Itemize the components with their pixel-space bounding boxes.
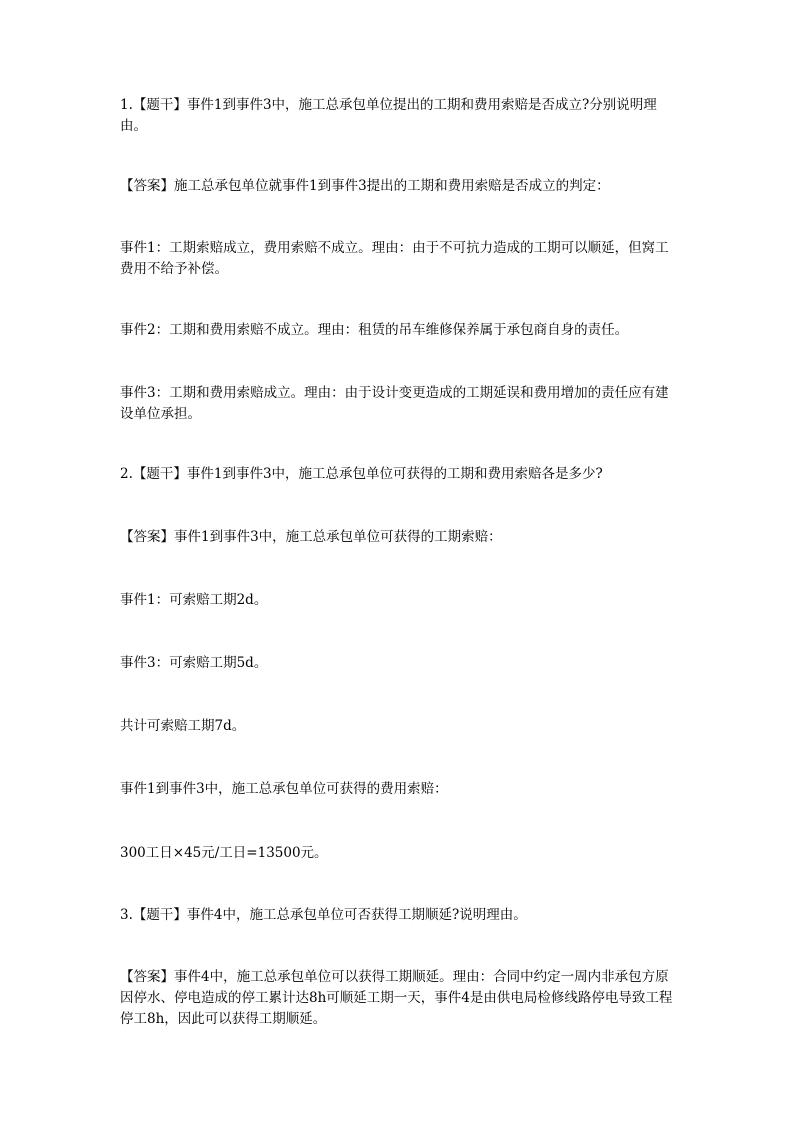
answer-2-event-1: 事件1：可索赔工期2d。 bbox=[120, 592, 268, 608]
answer-2-cost-intro: 事件1到事件3中，施工总承包单位可获得的费用索赔： bbox=[120, 781, 448, 797]
answer-2-intro: 【答案】事件1到事件3中，施工总承包单位可获得的工期索赔： bbox=[120, 529, 502, 545]
answer-1-intro: 【答案】施工总承包单位就事件1到事件3提出的工期和费用索赔是否成立的判定： bbox=[120, 178, 610, 194]
answer-3: 【答案】事件4中，施工总承包单位可以获得工期顺延。理由：合同中约定一周内非承包方原因停水、停电造成的停工累计达8h可顺延工期一天，事件4是由供电局检修线路停电导致工程停工8h，因此可以获得工期顺延。 bbox=[120, 969, 673, 1027]
answer-2-total-days: 共计可索赔工期7d。 bbox=[120, 718, 246, 734]
question-1-stem: 1.【题干】事件1到事件3中，施工总承包单位提出的工期和费用索赔是否成立?分别说明理由。 bbox=[120, 97, 657, 134]
answer-2-event-3: 事件3：可索赔工期5d。 bbox=[120, 655, 268, 671]
question-3-stem: 3.【题干】事件4中，施工总承包单位可否获得工期顺延?说明理由。 bbox=[120, 907, 527, 923]
answer-1-event-2: 事件2：工期和费用索赔不成立。理由：租赁的吊车维修保养属于承包商自身的责任。 bbox=[120, 322, 629, 338]
answer-1-event-3: 事件3：工期和费用索赔成立。理由：由于设计变更造成的工期延误和费用增加的责任应有建设单位承担。 bbox=[120, 385, 669, 422]
question-2-stem: 2.【题干】事件1到事件3中，施工总承包单位可获得的工期和费用索赔各是多少? bbox=[120, 466, 603, 482]
answer-2-cost-calc: 300工日×45元/工日=13500元。 bbox=[120, 845, 328, 861]
answer-1-event-1: 事件1：工期索赔成立，费用索赔不成立。理由：由于不可抗力造成的工期可以顺延，但窝工费用不给予补偿。 bbox=[120, 240, 669, 277]
